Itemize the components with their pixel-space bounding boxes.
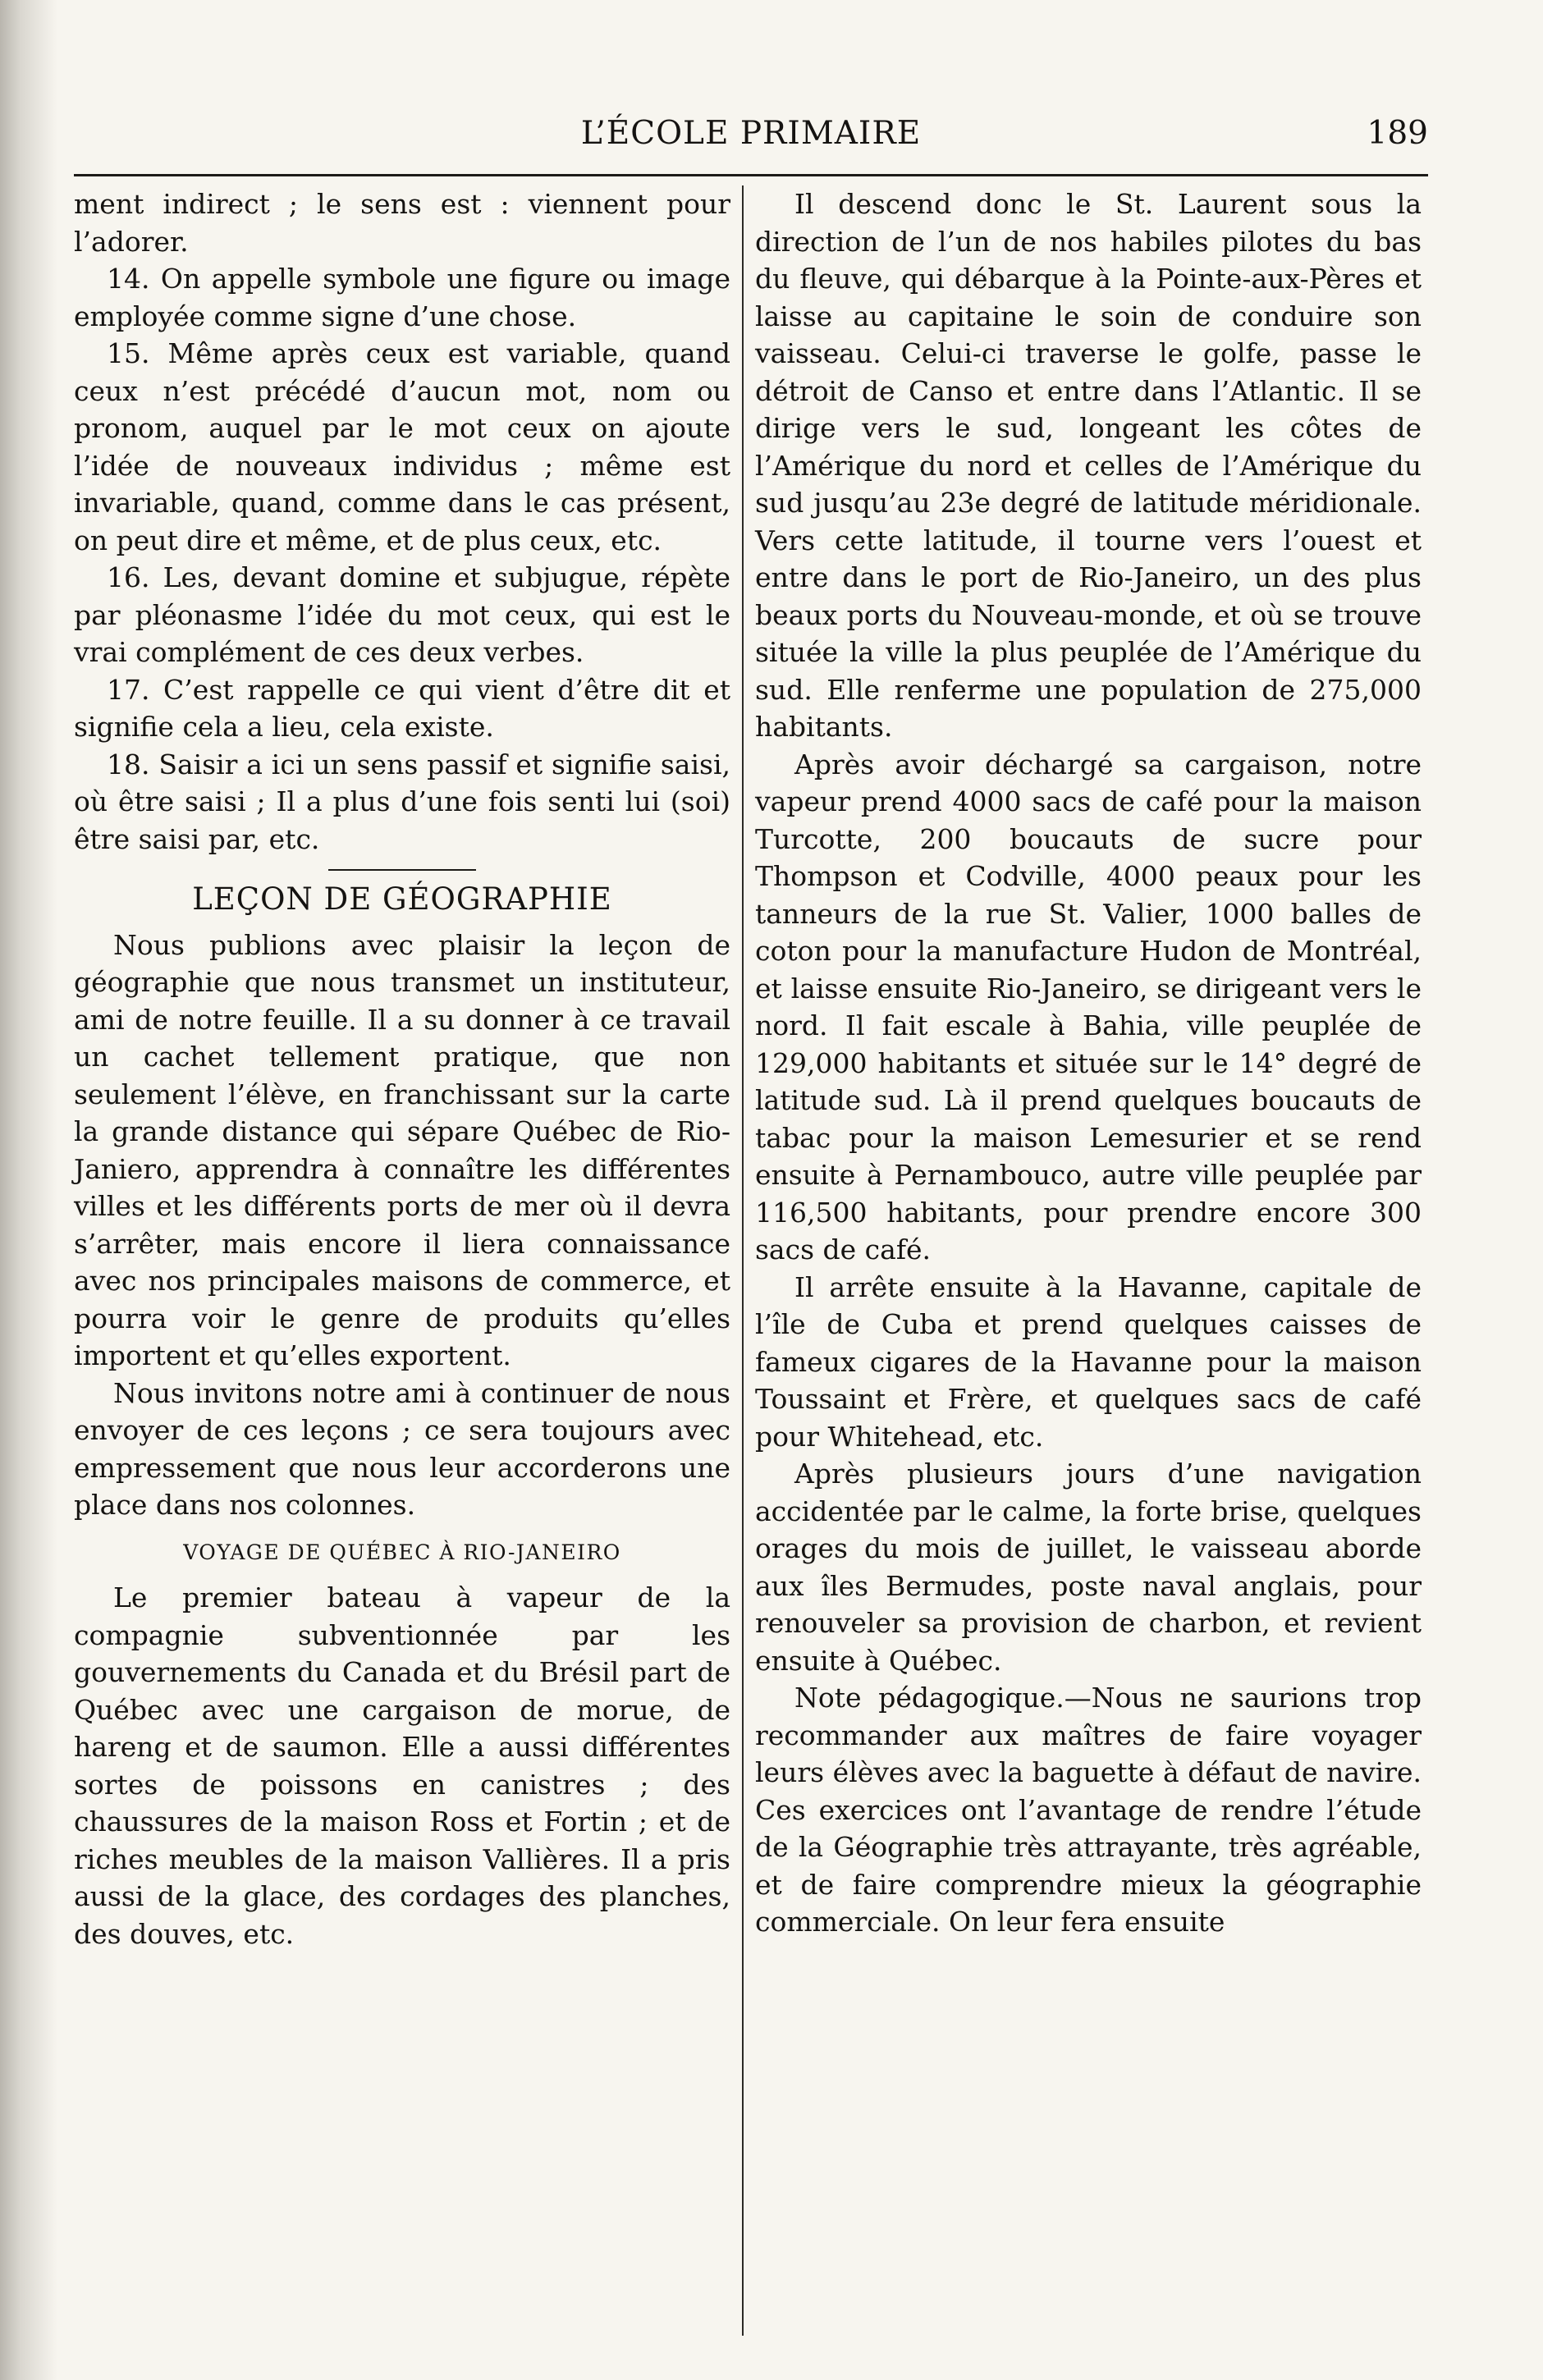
note-17: 17. C’est rappelle ce qui vient d’être dit et signifie cela a lieu, cela existe. [74, 673, 730, 743]
right-column [755, 185, 1422, 2336]
column-divider [742, 185, 744, 2336]
voyage-paragraph-4: Il arrête ensuite à la Havanne, capitale de l’île de Cuba et prend quelques caisses de fameux cigares de la Havanne pour la maison Toussaint et Frère, et quelques sacs de café pour Whitehead, etc. [755, 1270, 1422, 1453]
note-continuation: ment indirect ; le sens est : viennent pour l’adorer. [74, 188, 730, 258]
voyage-paragraph-2: Il descend donc le St. Laurent sous la direction de l’un de nos habiles pilotes du bas du fleuve, qui débarque à la Pointe-aux-Pères et laisse au capitaine le soin de conduire son vaisseau. Celui-ci traverse le golfe, passe le détroit de Canso et entre dans l’Atlantic. Il se dirige vers le sud, longeant les côtes de l’Amérique du nord et celles de l’Amérique du sud jusqu’au 23e degré de latitude méridionale. Vers cette latitude, il tourne vers l’ouest et entre dans le port de Rio-Janeiro, un des plus beaux ports du Nouveau-monde, et où se trouve située la ville la plus peuplée de l’Amérique du sud. Elle renferme une population de 275,000 habitants. [755, 188, 1422, 743]
note-18: 18. Saisir a ici un sens passif et signifie saisi, où être saisi ; Il a plus d’une fois senti lui (soi) être saisi par, etc. [74, 748, 730, 855]
subsection-title: VOYAGE DE QUÉBEC À RIO-JANEIRO [183, 1540, 621, 1564]
note-15: 15. Même après ceux est variable, quand ceux n’est précédé d’aucun mot, nom ou pronom, auquel par le mot ceux on ajoute l’idée de nouveaux individus ; même est invariable, quand, comme dans le cas présent, on peut dire et même, et de plus ceux, etc. [74, 337, 730, 556]
scan-shadow-edge [0, 0, 57, 2380]
intro-paragraph-1: Nous publions avec plaisir la leçon de géographie que nous transmet un instituteur, ami de notre feuille. Il a su donner à ce travail un cachet tellement pratique, que non seulement l’élève, en franchissant sur la carte la grande distance qui sépare Québec de Rio-Janiero, apprendra à connaître les différentes villes et les différents ports de mer où il devra s’arrêter, mais encore il liera connaissance avec nos principales maisons de commerce, et pourra voir le genre de produits qu’elles importent et qu’elles exportent. [74, 928, 730, 1371]
voyage-paragraph-5: Après plusieurs jours d’une navigation accidentée par le calme, la forte brise, quelques orages du mois de juillet, le vaisseau aborde aux îles Bermudes, poste naval anglais, pour renouveler sa provision de charbon, et revient ensuite à Québec. [755, 1458, 1422, 1677]
document-page [74, 107, 1428, 2323]
section-separator [328, 869, 476, 871]
section-title: LEÇON DE GÉOGRAPHIE [192, 881, 612, 917]
page-number: 189 [1367, 115, 1428, 152]
running-head: L’ÉCOLE PRIMAIRE [580, 115, 922, 152]
note-16: 16. Les, devant domine et subjugue, répète par pléonasme l’idée du mot ceux, qui est le vrai complément de ces deux verbes. [74, 561, 730, 668]
voyage-paragraph-3: Après avoir déchargé sa cargaison, notre vapeur prend 4000 sacs de café pour la maison Turcotte, 200 boucauts de sucre pour Thompson et Codville, 4000 peaux pour les tanneurs de la rue St. Valier, 1000 balles de coton pour la manufacture Hudon de Montréal, et laisse ensuite Rio-Janeiro, se dirigeant vers le nord. Il fait escale à Bahia, ville peuplée de 129,000 habitants et située sur le 14° degré de latitude sud. Là il prend quelques boucauts de tabac pour la maison Lemesurier et se rend ensuite à Pernambouco, autre ville peuplée par 116,500 habitants, pour prendre encore 300 sacs de café. [755, 748, 1422, 1266]
left-column [74, 185, 730, 2336]
voyage-paragraph-1: Le premier bateau à vapeur de la compagnie subventionnée par les gouvernements du Canada et du Brésil part de Québec avec une cargaison de morue, de hareng et de saumon. Elle a aussi différentes sortes de poissons en canistres ; des chaussures de la maison Ross et Fortin ; et de riches meubles de la maison Vallières. Il a pris aussi de la glace, des cordages des planches, des douves, etc. [74, 1581, 730, 1950]
intro-paragraph-2: Nous invitons notre ami à continuer de nous envoyer de ces leçons ; ce sera toujours avec empressement que nous leur accorderons une place dans nos colonnes. [74, 1376, 730, 1521]
note-14: 14. On appelle symbole une figure ou image employée comme signe d’une chose. [74, 263, 730, 332]
page-header [74, 107, 1428, 164]
header-rule [74, 174, 1428, 176]
pedagogical-note: Note pédagogique.—Nous ne saurions trop recommander aux maîtres de faire voyager leurs élèves avec la baguette à défaut de navire. Ces exercices ont l’avantage de rendre l’étude de la Géographie très attrayante, très agréable, et de faire comprendre mieux la géographie commerciale. On leur fera ensuite [755, 1682, 1422, 1938]
